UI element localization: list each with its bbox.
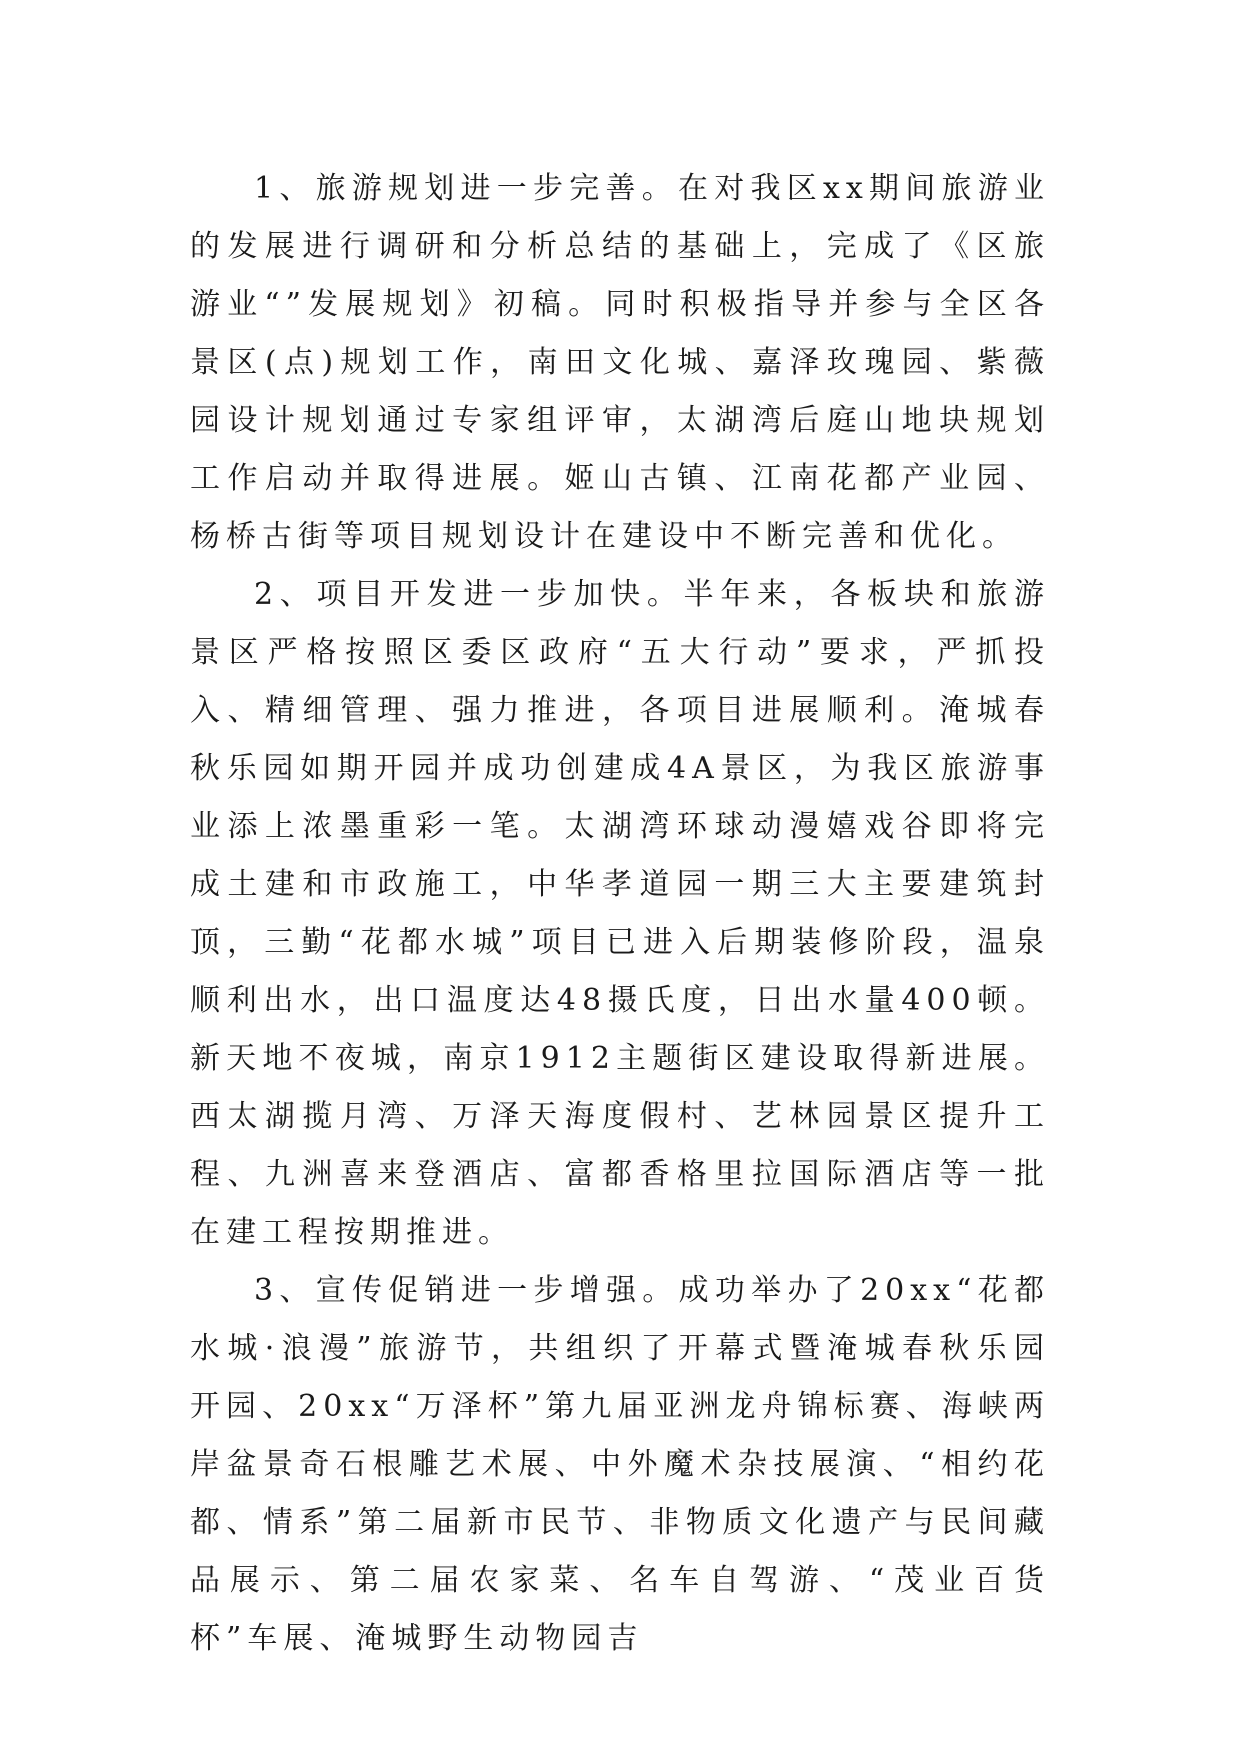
paragraph-promotion: 3、宣传促销进一步增强。成功举办了20xx“花都水城·浪漫”旅游节，共组织了开幕式暨淹城春秋乐园开园、20xx“万泽杯”第九届亚洲龙舟锦标赛、海峡两岸盆景奇石根雕艺术展、中外魔术杂技展演、“相约花都、情系”第二届新市民节、非物质文化遗产与民间藏品展示、第二届农家菜、名车自驾游、“茂业百货杯”车展、淹城野生动物园吉 xyxy=(190,1273,1050,1656)
paragraph-planning: 1、旅游规划进一步完善。在对我区xx期间旅游业的发展进行调研和分析总结的基础上，完成了《区旅游业“”发展规划》初稿。同时积极指导并参与全区各景区(点)规划工作，南田文化城、嘉泽玫瑰园、紫薇园设计规划通过专家组评审，太湖湾后庭山地块规划工作启动并取得进展。姬山古镇、江南花都产业园、杨桥古街等项目规划设计在建设中不断完善和优化。 xyxy=(190,171,1050,554)
document-body xyxy=(190,160,1050,1668)
paragraph-projects: 2、项目开发进一步加快。半年来，各板块和旅游景区严格按照区委区政府“五大行动”要求，严抓投入、精细管理、强力推进，各项目进展顺利。淹城春秋乐园如期开园并成功创建成4A景区，为我区旅游事业添上浓墨重彩一笔。太湖湾环球动漫嬉戏谷即将完成土建和市政施工，中华孝道园一期三大主要建筑封顶，三勤“花都水城”项目已进入后期装修阶段，温泉顺利出水，出口温度达48摄氏度，日出水量400顿。新天地不夜城，南京1912主题街区建设取得新进展。西太湖揽月湾、万泽天海度假村、艺林园景区提升工程、九洲喜来登酒店、富都香格里拉国际酒店等一批在建工程按期推进。 xyxy=(190,577,1050,1250)
